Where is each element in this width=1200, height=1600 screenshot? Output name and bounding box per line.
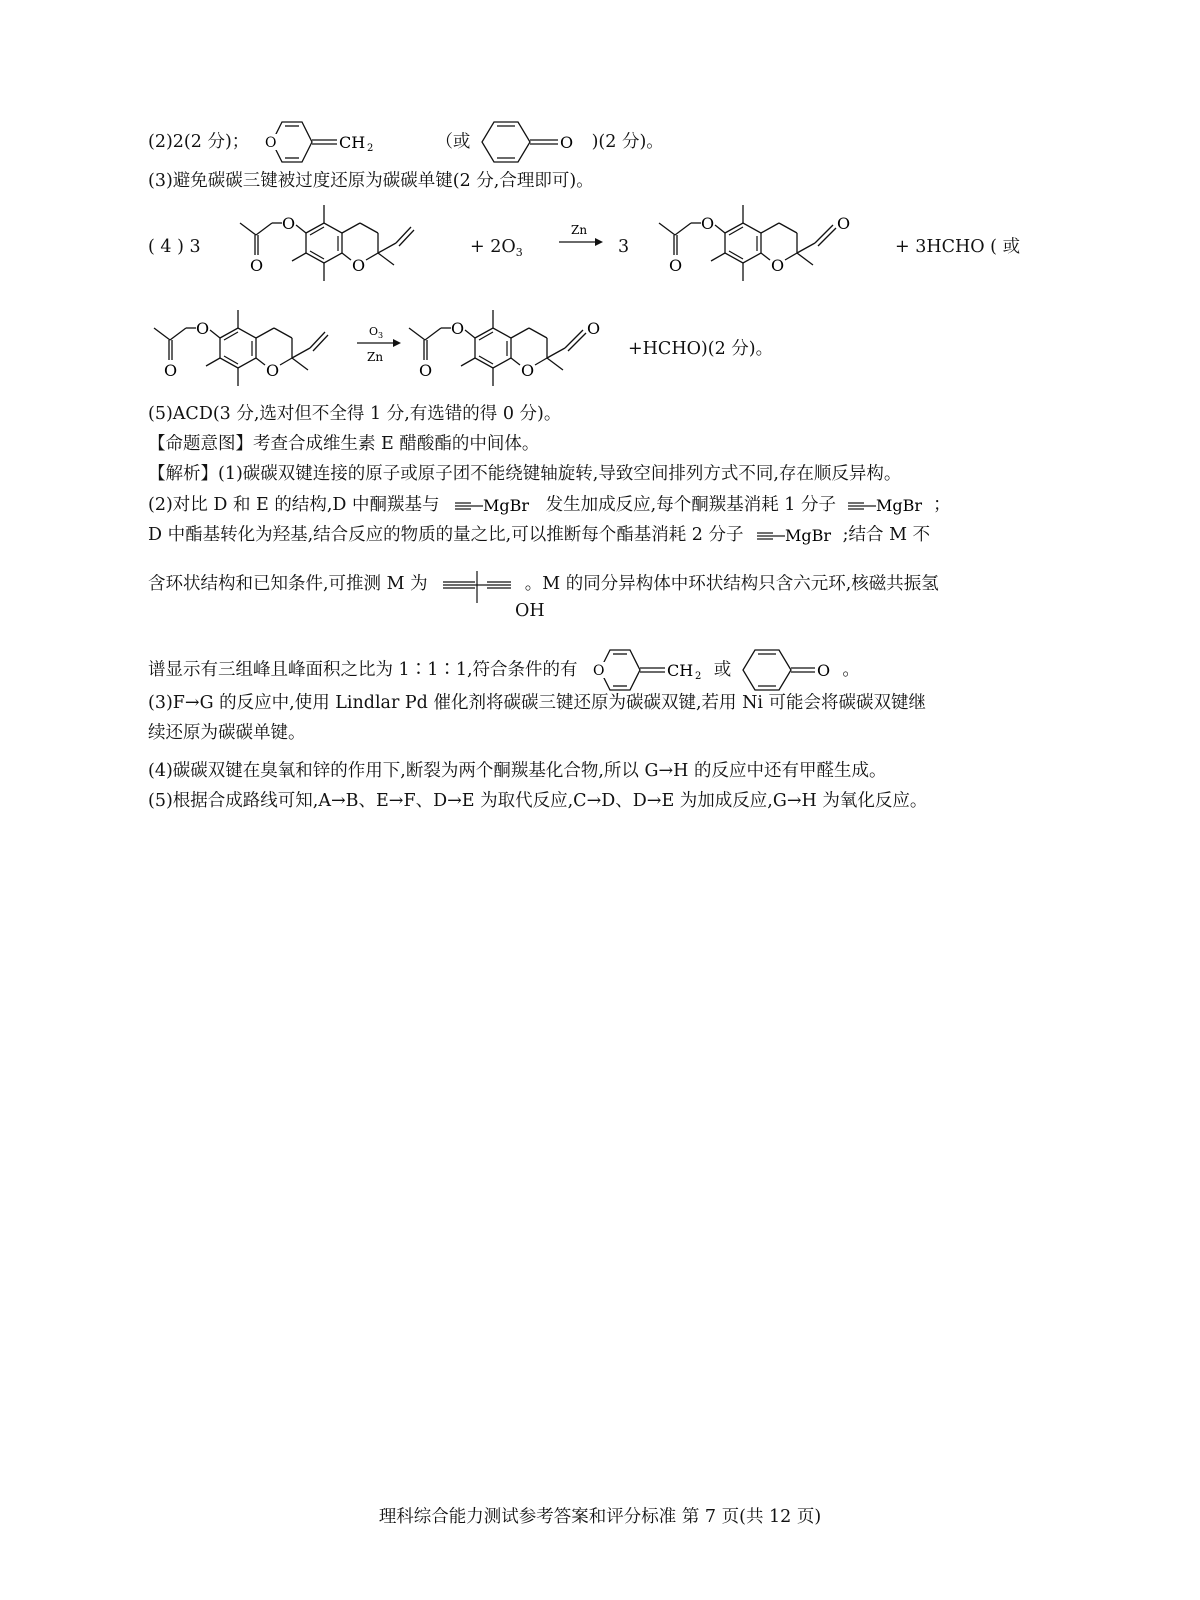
- cyclohexadienone-structure-2: [737, 648, 837, 692]
- vinyl-mgbr-formula-3: [749, 524, 837, 546]
- explanation-5-line: [148, 648, 860, 692]
- cyclohexadienone-structure: [476, 120, 586, 164]
- explanation-4-line: [148, 572, 939, 595]
- ozone-sub: 3: [515, 246, 523, 259]
- answer-3-text: (3)避免碳碳三键被过度还原为碳碳单键(2 分,合理即可)。: [148, 171, 594, 191]
- svg-text:O: O: [837, 214, 851, 233]
- svg-text:2: 2: [366, 143, 374, 154]
- explanation-5-c: 。: [842, 660, 860, 680]
- svg-text:O: O: [669, 256, 683, 275]
- m-structure: [433, 573, 519, 595]
- answer-4-ozone: [470, 236, 523, 264]
- svg-text:O: O: [593, 663, 605, 679]
- answer-4-tail: + 3HCHO ( 或: [895, 237, 1021, 257]
- reactant-structure-2: [150, 300, 370, 395]
- explanation-5-a: 谱显示有三组峰且峰面积之比为 1∶1∶1,符合条件的有: [148, 660, 578, 680]
- answer-2-line: [148, 120, 664, 164]
- svg-text:O: O: [352, 256, 366, 275]
- svg-text:MgBr: MgBr: [483, 495, 530, 515]
- explanation-4-b: 。M 的同分异构体中环状结构只含六元环,核磁共振氢: [524, 573, 939, 594]
- svg-text:O: O: [250, 256, 264, 275]
- svg-text:CH: CH: [667, 661, 694, 680]
- svg-text:O: O: [369, 325, 379, 338]
- answer-4-label: ( 4 ) 3: [148, 237, 201, 257]
- explanation-2-a: (2)对比 D 和 E 的结构,D 中酮羰基与: [148, 494, 440, 515]
- svg-text:O: O: [587, 319, 601, 338]
- intent-line: 【命题意图】考查合成维生素 E 醋酸酯的中间体。: [148, 434, 540, 454]
- svg-text:O: O: [816, 661, 830, 680]
- svg-text:O: O: [264, 135, 277, 151]
- explanation-2-b: 发生加成反应,每个酮羰基消耗 1 分子: [545, 494, 836, 515]
- svg-text:O: O: [196, 319, 210, 338]
- svg-text:O: O: [451, 319, 465, 338]
- svg-text:O: O: [521, 361, 535, 380]
- answer-3-line: [148, 170, 594, 192]
- svg-text:O: O: [282, 214, 296, 233]
- svg-text:Zn: Zn: [367, 350, 384, 364]
- ozone-plus: + 2O: [470, 237, 516, 257]
- explanation-3-b: ;结合 M 不: [842, 524, 931, 545]
- svg-text:2: 2: [695, 671, 702, 682]
- svg-text:O: O: [164, 361, 178, 380]
- explanation-1-line: 【解析】(1)碳碳双键连接的原子或原子团不能绕键轴旋转,导致空间排列方式不同,存在顺反异构。: [148, 464, 902, 484]
- explanation-4-a: 含环状结构和已知条件,可推测 M 为: [148, 573, 428, 594]
- answer-2-suffix: )(2 分)。: [591, 132, 664, 152]
- explanation-2-line: [148, 493, 951, 516]
- answer-2-prefix: (2)2(2 分)；: [148, 132, 250, 152]
- explanation-5-or: 或: [713, 660, 732, 680]
- svg-text:MgBr: MgBr: [875, 495, 922, 515]
- pyran-methylene-structure: [255, 120, 430, 164]
- svg-text:MgBr: MgBr: [785, 525, 832, 545]
- svg-text:O: O: [771, 256, 785, 275]
- page-footer: 理科综合能力测试参考答案和评分标准 第 7 页(共 12 页): [378, 1507, 822, 1527]
- svg-text:3: 3: [378, 331, 384, 340]
- svg-text:O: O: [266, 361, 280, 380]
- explanation-2-c: ；: [933, 494, 951, 515]
- m-structure-oh-label: OH: [515, 601, 545, 621]
- explanation-3-line: [148, 523, 930, 546]
- explanation-8-line: (4)碳碳双键在臭氧和锌的作用下,断裂为两个酮羰基化合物,所以 G→H 的反应中还有甲醛生成。: [148, 761, 887, 781]
- product-structure-2: [405, 300, 630, 395]
- explanation-9-line: (5)根据合成路线可知,A→B、E→F、D→E 为取代反应,C→D、D→E 为加成反应,G→H 为氧化反应。: [148, 791, 928, 811]
- reaction-arrow-2: [355, 323, 405, 367]
- pyran-methylene-structure-2: [583, 648, 708, 692]
- product-structure-1: [655, 195, 880, 290]
- svg-text:O: O: [701, 214, 715, 233]
- product-coef: 3: [618, 237, 630, 257]
- answer-2-or: （或: [435, 132, 471, 152]
- explanation-7-line: 续还原为碳碳单键。: [148, 723, 306, 743]
- answer-4-end: +HCHO)(2 分)。: [628, 339, 774, 359]
- vinyl-mgbr-formula-1: [445, 494, 540, 516]
- answer-5-line: (5)ACD(3 分,选对但不全得 1 分,有选错的得 0 分)。: [148, 404, 562, 424]
- reaction-arrow-1: [557, 222, 607, 252]
- reactant-structure-1: [236, 195, 456, 290]
- svg-text:Zn: Zn: [571, 223, 588, 237]
- svg-text:O: O: [560, 133, 574, 152]
- vinyl-mgbr-formula-2: [842, 494, 928, 516]
- explanation-3-a: D 中酯基转化为羟基,结合反应的物质的量之比,可以推断每个酯基消耗 2 分子: [148, 524, 744, 545]
- explanation-6-line: (3)F→G 的反应中,使用 Lindlar Pd 催化剂将碳碳三键还原为碳碳双键,若用 Ni 可能会将碳碳双键继: [148, 693, 927, 713]
- svg-text:CH: CH: [338, 133, 366, 152]
- svg-text:O: O: [419, 361, 433, 380]
